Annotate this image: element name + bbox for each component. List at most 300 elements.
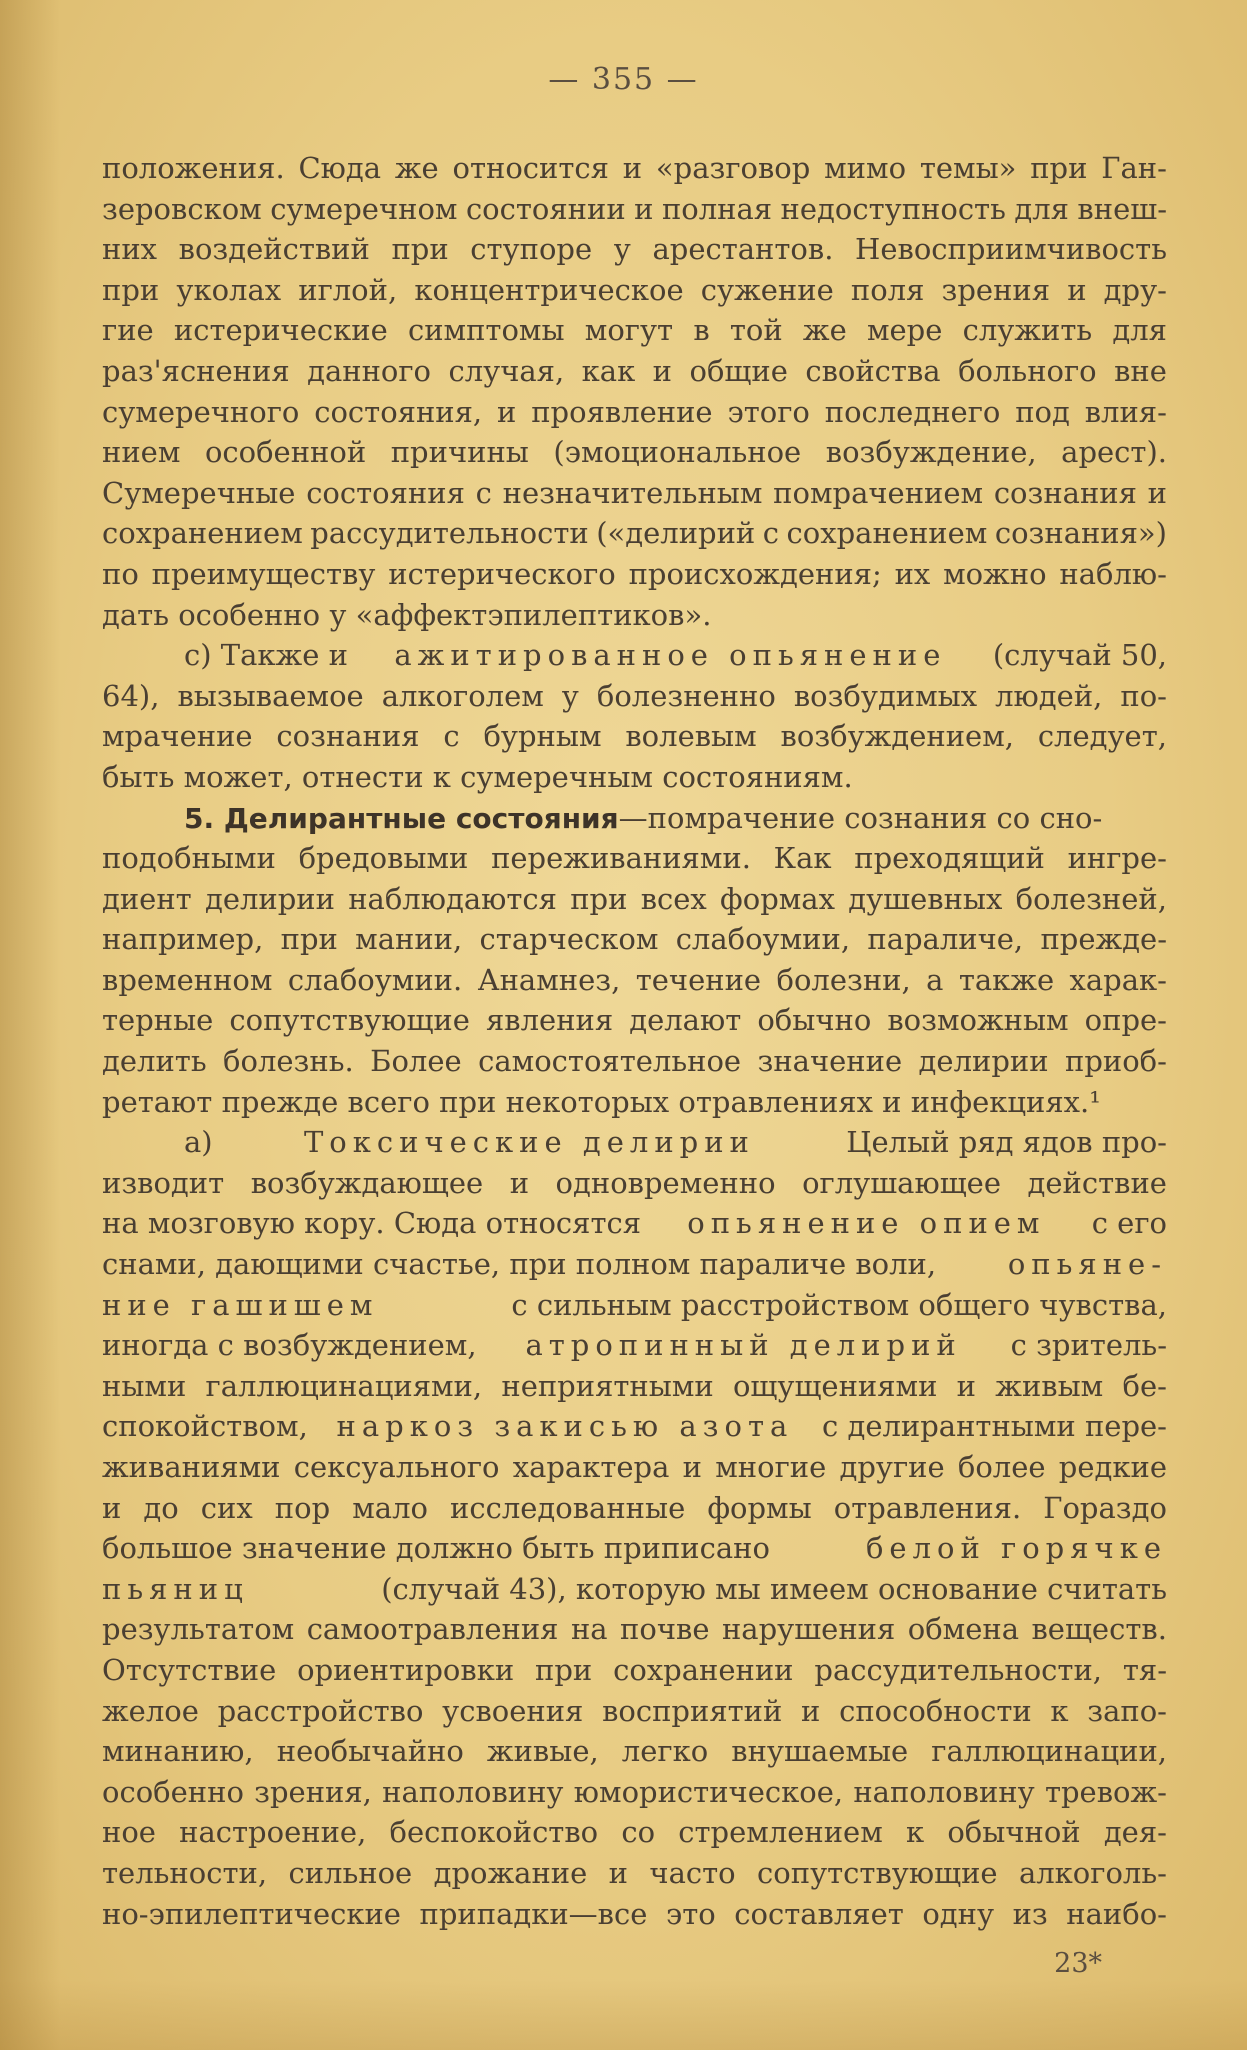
page-number: — 355 —: [548, 62, 699, 97]
text-line: [102, 1609, 1167, 1650]
spaced-term: атропинный делирий: [525, 1328, 962, 1363]
word: наблюдаются: [348, 881, 557, 916]
word: Отсутствие: [102, 1652, 277, 1687]
word: а: [926, 962, 944, 997]
spaced-term: наркоз закисью азота: [336, 1409, 794, 1444]
paragraph-c: [102, 635, 1167, 797]
word: часто: [649, 1855, 736, 1890]
text-line: [102, 919, 1167, 960]
word: с: [475, 475, 492, 510]
text-line: [102, 554, 1167, 595]
word: самостоятельное: [478, 1044, 742, 1079]
paragraph-a: [102, 1122, 1167, 1934]
word: старческом: [479, 922, 659, 957]
word: особенной: [204, 435, 367, 470]
word: составляет: [734, 1896, 904, 1931]
text-line: [102, 595, 1167, 636]
word: и: [497, 394, 517, 429]
word: преимуществу: [151, 556, 376, 591]
word: приоб-: [1064, 1044, 1167, 1079]
word: сопутствующие: [757, 1855, 998, 1890]
word: причины: [390, 435, 529, 470]
word: сохранении: [613, 1652, 794, 1687]
text-line: [102, 1082, 1167, 1123]
word: дрожание: [433, 1855, 588, 1890]
word: легко: [621, 1734, 709, 1769]
word: при: [102, 272, 160, 307]
word: недоступность: [780, 191, 1006, 226]
word: бе-: [1122, 1368, 1167, 1403]
word: харак-: [1069, 962, 1167, 997]
text-line: [102, 757, 1167, 798]
text-line: [102, 1650, 1167, 1691]
word: зеровском: [102, 191, 262, 226]
word: же: [394, 151, 439, 185]
word: сознания: [993, 475, 1137, 510]
word: галлюцинации,: [931, 1734, 1167, 1769]
word: формы: [707, 1490, 812, 1525]
word: мало: [352, 1490, 428, 1525]
word: Невосприимчивость: [855, 232, 1167, 267]
word: необычайно: [276, 1734, 464, 1769]
word: например,: [102, 922, 264, 957]
word: нием: [102, 435, 181, 470]
word: оглушающее: [802, 1165, 1001, 1200]
word: обмена: [907, 1612, 1020, 1647]
word: более: [957, 1450, 1046, 1484]
word: слабоумии,: [675, 922, 851, 957]
word: проявление: [531, 394, 713, 429]
word: уколах: [176, 272, 282, 307]
text-line: [102, 1528, 1167, 1569]
text-fragment: с сильным расстройством общего чувства,: [511, 1287, 1167, 1322]
text-line: [102, 1488, 1167, 1529]
word: дея-: [1103, 1815, 1167, 1850]
word: ингре-: [1067, 841, 1167, 876]
word: же: [802, 313, 847, 348]
text-line: [102, 676, 1167, 717]
word: Анамнез,: [477, 962, 621, 997]
word: при: [391, 232, 449, 267]
text-fragment: —помрачение сознания со сно-: [618, 800, 1103, 835]
word: подобными: [102, 841, 276, 876]
word: и: [1147, 475, 1167, 510]
word: тревож-: [1044, 1774, 1167, 1809]
word: и: [102, 1490, 122, 1525]
word: и: [622, 151, 643, 185]
word: веществ.: [1031, 1612, 1167, 1647]
text-line: [102, 351, 1167, 392]
word: истерического: [388, 556, 616, 591]
word: минанию,: [102, 1734, 254, 1769]
spaced-term: опьянение опием: [687, 1206, 1046, 1241]
word: поля: [850, 272, 925, 307]
word: и: [956, 1368, 977, 1403]
word: восприятий: [602, 1693, 783, 1728]
word: состояния,: [314, 394, 483, 429]
text-fragment: Целый ряд ядов про-: [846, 1125, 1167, 1160]
text-fragment: с делирантными пере-: [822, 1409, 1167, 1444]
word: в: [693, 313, 710, 348]
word: одну: [922, 1896, 995, 1931]
word: всех: [640, 881, 707, 916]
word: служить: [962, 313, 1093, 348]
text-line: [102, 1285, 1167, 1326]
word: живаниями: [102, 1450, 281, 1484]
text-line: [102, 1244, 1167, 1285]
text-fragment: быть может, отнести к сумеречным состояниям.: [102, 759, 853, 794]
word: гие: [102, 313, 154, 348]
word: усвоения: [442, 1693, 584, 1728]
word: темы»: [919, 151, 1017, 185]
word: них: [102, 232, 158, 267]
word: наполовину: [382, 1774, 564, 1809]
text-line: [102, 148, 1167, 189]
word: состоянии: [465, 191, 626, 226]
word: сексуального: [293, 1450, 500, 1484]
text-fragment: иногда с возбуждением,: [102, 1328, 477, 1363]
word: другие: [839, 1450, 945, 1484]
word: зрения,: [254, 1774, 372, 1809]
word: сих: [200, 1490, 253, 1525]
signature-mark: 23*: [1054, 1948, 1102, 1979]
word: волевым: [625, 719, 757, 754]
word: характера: [512, 1450, 670, 1484]
text-line: [102, 838, 1167, 879]
word: почве: [620, 1612, 710, 1647]
word: и: [682, 1450, 702, 1484]
word: пор: [274, 1490, 331, 1525]
word: обычно: [757, 1003, 872, 1038]
word: алкоголь-: [1018, 1855, 1167, 1890]
word: стремлением: [678, 1815, 883, 1850]
word: сужение: [700, 272, 834, 307]
word: внеш-: [1077, 191, 1167, 226]
word: дру-: [1103, 272, 1167, 307]
word: мании,: [355, 922, 463, 957]
text-fragment: на мозговую кору. Сюда относятся: [102, 1206, 642, 1241]
text-fragment: спокойством,: [102, 1409, 308, 1444]
word: рассудительности,: [814, 1652, 1102, 1687]
word: и: [608, 1855, 629, 1890]
word: наполовину: [853, 1774, 1035, 1809]
text-line: [102, 716, 1167, 757]
word: делирии: [204, 881, 335, 916]
text-fragment: ретают прежде всего при некоторых отравлениях и инфекциях.¹: [102, 1084, 1101, 1119]
text-line: [102, 229, 1167, 270]
word: делить: [102, 1044, 207, 1079]
word: для: [1014, 191, 1069, 226]
word: тельности,: [102, 1855, 268, 1890]
word: сохранением: [102, 516, 303, 551]
word: сумеречного: [102, 394, 300, 429]
word: изводит: [102, 1165, 225, 1200]
word: обычной: [947, 1815, 1081, 1850]
word: иглой,: [298, 272, 398, 307]
word: незначительным: [502, 475, 763, 510]
word: к: [905, 1815, 925, 1850]
word: происхождения;: [628, 556, 882, 591]
word: вызываемое: [177, 678, 364, 713]
word: при: [570, 881, 628, 916]
word: запо-: [1087, 1693, 1167, 1728]
word: влия-: [1084, 394, 1167, 429]
word: «разговор: [655, 151, 811, 185]
text-line: [102, 432, 1167, 473]
word: сумеречном: [270, 191, 458, 226]
text-line: [102, 1325, 1167, 1366]
text-fragment: (случай 50,: [992, 638, 1167, 673]
word: арест).: [1061, 435, 1167, 470]
word: одновременно: [555, 1165, 776, 1200]
text-line: [102, 1000, 1167, 1041]
word: могут: [584, 313, 674, 348]
text-line: [102, 1041, 1167, 1082]
word: формах: [720, 881, 835, 916]
word: этого: [727, 394, 810, 429]
word: положения.: [102, 151, 285, 185]
word: и: [634, 191, 654, 226]
word: для: [1112, 313, 1167, 348]
text-line: [102, 879, 1167, 920]
text-line: [102, 270, 1167, 311]
word: Более: [370, 1044, 462, 1079]
word: бурным: [483, 719, 602, 754]
word: ощущениями: [732, 1368, 938, 1403]
text-fragment: (случай 43), которую мы имеем основание считать: [381, 1571, 1167, 1606]
word: при: [535, 1652, 593, 1687]
word: как: [581, 353, 636, 388]
word: результатом: [102, 1612, 295, 1647]
word: состояния: [306, 475, 465, 510]
word: (эмоциональное: [553, 435, 802, 470]
word: воздействий: [178, 232, 370, 267]
spaced-term: Токсические делирии: [303, 1125, 755, 1160]
word: Гораздо: [1043, 1490, 1167, 1525]
word: делирии: [918, 1044, 1049, 1079]
word: людей,: [995, 678, 1103, 713]
word: тя-: [1122, 1652, 1167, 1687]
word: это: [665, 1896, 716, 1931]
word: и: [801, 1693, 821, 1728]
text-fragment: снами, дающими счастье, при полном параличе воли,: [102, 1247, 937, 1282]
text-line: [102, 1772, 1167, 1813]
word: отравления.: [833, 1490, 1022, 1525]
word: следует,: [1037, 719, 1167, 754]
word: сильное: [288, 1855, 413, 1890]
paragraph-1: [102, 148, 1167, 635]
text-line: [102, 1569, 1167, 1610]
word: галлюцинациями,: [205, 1368, 483, 1403]
text-fragment: дать особенно у «аффектэпилептиков».: [102, 597, 712, 632]
word: ными: [102, 1368, 187, 1403]
text-line: [102, 635, 1167, 676]
word: редкие: [1058, 1450, 1167, 1484]
word: наблю-: [1059, 556, 1167, 591]
word: помрачением: [773, 475, 984, 510]
word: симптомы: [407, 313, 565, 348]
word: раз'яснения: [102, 353, 290, 388]
word: беспокойство: [389, 1815, 599, 1850]
word: переживаниями.: [491, 841, 751, 876]
word: можно: [943, 556, 1047, 591]
word: делают: [629, 1003, 742, 1038]
spaced-term: опьяне-: [1007, 1247, 1167, 1282]
word: возбуждение,: [825, 435, 1037, 470]
word: опре-: [1084, 1003, 1167, 1038]
word: и: [509, 1165, 530, 1200]
word: больного: [958, 353, 1097, 388]
word: преходящий: [854, 841, 1045, 876]
word: также: [958, 962, 1055, 997]
word: болезненно: [596, 678, 776, 713]
word: течение: [635, 962, 762, 997]
word: их: [894, 556, 931, 591]
word: случая,: [448, 353, 565, 388]
word: возбуждением,: [780, 719, 1014, 754]
word: по-: [1120, 678, 1167, 713]
word: со: [621, 1815, 656, 1850]
word: действие: [1027, 1165, 1167, 1200]
word: бредовыми: [298, 841, 469, 876]
word: болезнь.: [223, 1044, 354, 1079]
word: истерические: [173, 313, 388, 348]
text-line: [102, 1853, 1167, 1894]
word: к: [1050, 1693, 1069, 1728]
word: болезни,: [776, 962, 911, 997]
text-line: [102, 1691, 1167, 1732]
word: возможным: [887, 1003, 1069, 1038]
word: сознания»): [994, 516, 1167, 551]
word: расстройство: [217, 1693, 424, 1728]
word: с: [762, 516, 780, 551]
text-line: [102, 473, 1167, 514]
word: вне: [1114, 353, 1167, 388]
word: («делирий: [596, 516, 756, 551]
word: ориентировки: [297, 1652, 515, 1687]
text-line: [102, 1731, 1167, 1772]
text-line: [102, 960, 1167, 1001]
word: и: [1067, 272, 1087, 307]
text-line: [102, 1894, 1167, 1935]
word: ступоре: [470, 232, 593, 267]
word: настроение,: [179, 1815, 367, 1850]
text-line: [102, 1122, 1167, 1163]
text-line: [102, 513, 1167, 554]
word: мимо: [824, 151, 907, 185]
word: желое: [102, 1693, 199, 1728]
word: юмористическое,: [573, 1774, 844, 1809]
word: и: [652, 353, 673, 388]
word: сопутствующие: [229, 1003, 470, 1038]
text-line: [102, 1406, 1167, 1447]
word: значение: [757, 1044, 903, 1079]
word: концентрическое: [414, 272, 684, 307]
word: полная: [661, 191, 773, 226]
word: слабоумии.: [287, 962, 463, 997]
word: нарушения: [721, 1612, 896, 1647]
word: Сюда: [298, 151, 382, 185]
word: рассудительности: [310, 516, 589, 551]
text-fragment: с зритель-: [1010, 1328, 1167, 1363]
word: арестантов.: [652, 232, 834, 267]
text-line: [102, 1203, 1167, 1244]
word: на: [570, 1612, 608, 1647]
word: живым: [995, 1368, 1104, 1403]
word: возбудимых: [793, 678, 978, 713]
section-5: [102, 798, 1167, 1123]
word: временном: [102, 962, 273, 997]
word: Как: [773, 841, 832, 876]
word: у: [561, 678, 579, 713]
text-line: [102, 798, 1167, 839]
word: у: [613, 232, 631, 267]
word: припадки—все: [419, 1896, 648, 1931]
word: параличе,: [867, 922, 1024, 957]
word: живые,: [486, 1734, 599, 1769]
spaced-term: ажитированное опьянение: [394, 638, 947, 673]
spaced-term: пьяниц: [102, 1571, 249, 1606]
word: относится: [452, 151, 609, 185]
word: с: [443, 719, 460, 754]
word: диент: [102, 881, 192, 916]
word: данного: [307, 353, 432, 388]
text-line: [102, 1163, 1167, 1204]
word: до: [143, 1490, 179, 1525]
word: исследованные: [450, 1490, 686, 1525]
word: терные: [102, 1003, 214, 1038]
word: возбуждающее: [250, 1165, 484, 1200]
text-line: [102, 1812, 1167, 1853]
word: Сумеречные: [102, 475, 296, 510]
word: но-эпилептические: [102, 1896, 401, 1931]
word: той: [729, 313, 783, 348]
word: явления: [485, 1003, 614, 1038]
text-line: [102, 310, 1167, 351]
word: болезней,: [1015, 881, 1167, 916]
text-fragment: большое значение должно быть приписано: [102, 1531, 770, 1566]
word: зрения: [941, 272, 1051, 307]
word: многие: [715, 1450, 827, 1484]
word: способности: [839, 1693, 1032, 1728]
word: самоотравления: [306, 1612, 559, 1647]
word: сохранением: [786, 516, 988, 551]
word: из: [1012, 1896, 1048, 1931]
word: последнего: [824, 394, 1001, 429]
word: ное: [102, 1815, 156, 1850]
word: сознания: [276, 719, 420, 754]
word: мрачение: [102, 719, 253, 754]
word: алкоголем: [381, 678, 544, 713]
word: свойства: [805, 353, 941, 388]
word: при: [280, 922, 338, 957]
text-fragment: с) Также и: [184, 638, 348, 673]
text-fragment: с его: [1091, 1206, 1167, 1241]
text-line: [102, 189, 1167, 230]
word: Ган-: [1101, 151, 1167, 185]
section-heading: 5. Делирантные состояния: [184, 801, 619, 835]
word: прежде-: [1040, 922, 1167, 957]
word: 64),: [102, 678, 160, 713]
word: мере: [866, 313, 943, 348]
text-line: [102, 392, 1167, 433]
word: под: [1015, 394, 1070, 429]
text-line: [102, 1447, 1167, 1488]
spaced-term: белой горячке: [865, 1531, 1167, 1566]
spaced-term: ние гашишем: [102, 1287, 379, 1322]
text-line: [102, 1366, 1167, 1407]
word: по: [102, 556, 139, 591]
